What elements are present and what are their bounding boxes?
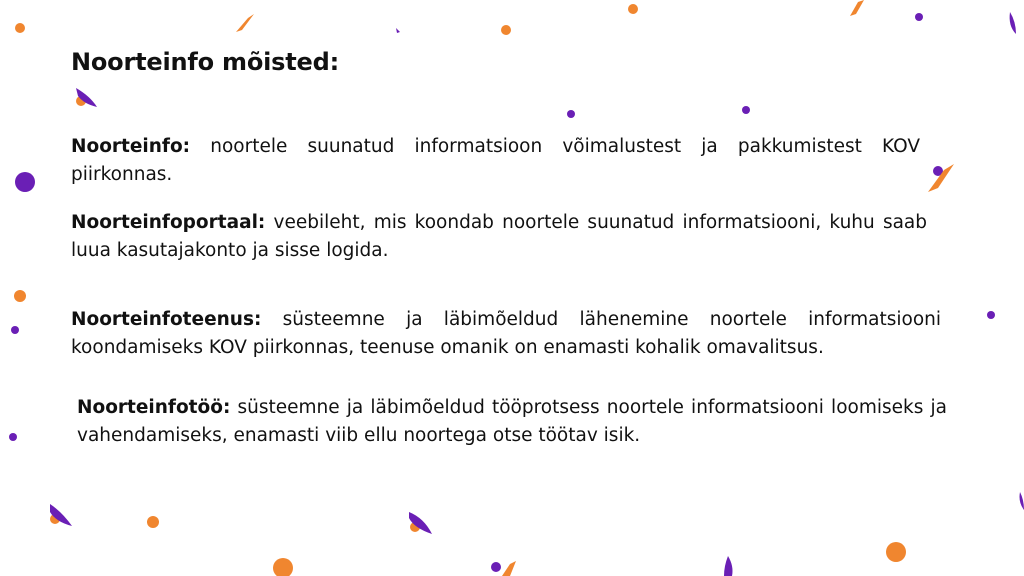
definition-text: süsteemne ja läbimõeldud lähenemine noortele informatsiooni koondamiseks KOV piirkonnas, teenuse omanik on enamasti kohalik omavalitsus. <box>71 309 941 358</box>
definition-noorteinfo <box>71 133 920 189</box>
confetti-dot <box>742 106 750 114</box>
confetti-dot <box>628 4 638 14</box>
definition-term: Noorteinfoteenus: <box>71 309 262 330</box>
confetti-leaf <box>409 512 432 534</box>
confetti-dot <box>15 172 35 192</box>
confetti-dot <box>15 23 25 33</box>
definition-noorteinfotoo <box>77 394 947 450</box>
definition-noorteinfoteenus <box>71 306 941 362</box>
slide-title: Noorteinfo mõisted: <box>71 48 339 76</box>
definition-term: Noorteinfotöö: <box>77 397 231 418</box>
confetti-leaf <box>1010 12 1016 34</box>
confetti-dot <box>915 13 923 21</box>
confetti-dot <box>11 326 19 334</box>
confetti-leaf <box>76 88 97 107</box>
confetti-leaf <box>724 556 733 576</box>
confetti-streamer <box>850 0 864 16</box>
confetti-leaf <box>1020 492 1024 510</box>
definition-text: veebileht, mis koondab noortele suunatud informatsiooni, kuhu saab luua kasutajakonto ja sisse logida. <box>71 212 927 261</box>
confetti-streamer <box>236 14 254 32</box>
confetti-dot <box>273 558 293 576</box>
definition-noorteinfoportaal <box>71 209 927 265</box>
confetti-leaf <box>396 28 400 33</box>
definition-text: süsteemne ja läbimõeldud tööprotsess noortele informatsiooni loomiseks ja vahendamiseks, enamasti viib ellu noortega otse töötav isik. <box>77 397 947 446</box>
definition-text: noortele suunatud informatsioon võimalustest ja pakkumistest KOV piirkonnas. <box>71 136 920 185</box>
confetti-dot <box>491 562 501 572</box>
definition-term: Noorteinfo: <box>71 136 191 157</box>
confetti-dot <box>501 25 511 35</box>
confetti-dot <box>410 522 420 532</box>
confetti-dot <box>933 166 943 176</box>
confetti-dot <box>76 96 86 106</box>
confetti-dot <box>50 514 60 524</box>
confetti-dot <box>14 290 26 302</box>
confetti-dot <box>147 516 159 528</box>
confetti-dot <box>886 542 906 562</box>
confetti-leaf <box>50 504 72 526</box>
confetti-streamer <box>502 561 516 576</box>
confetti-dot <box>987 311 995 319</box>
confetti-dot <box>567 110 575 118</box>
confetti-streamer <box>928 164 954 192</box>
confetti-dot <box>9 433 17 441</box>
definition-term: Noorteinfoportaal: <box>71 212 266 233</box>
